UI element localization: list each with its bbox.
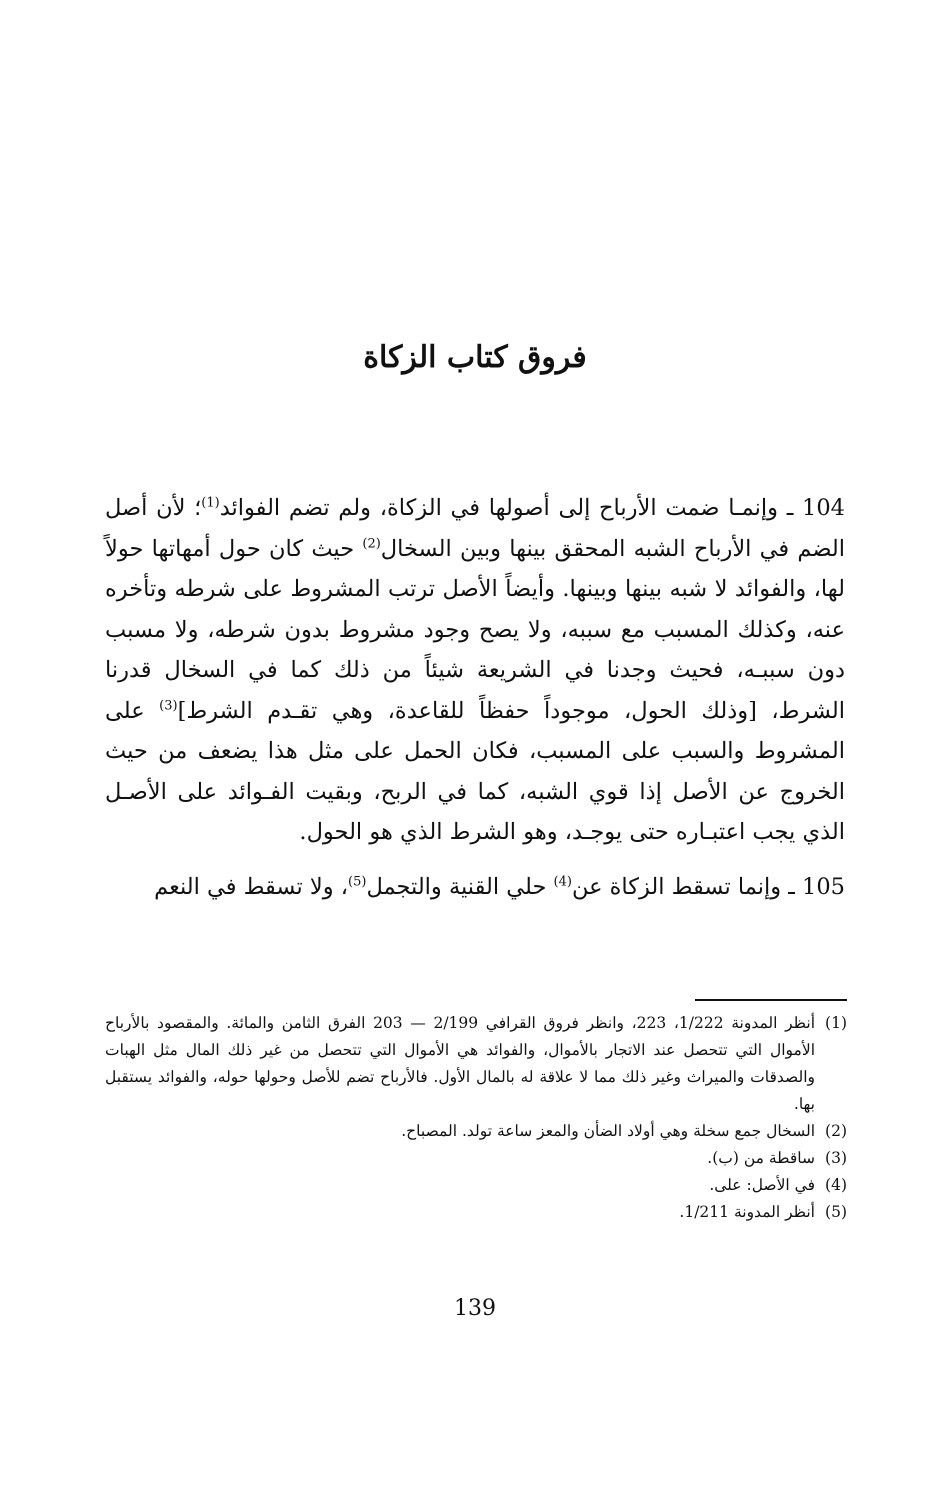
- paragraph-105: [105, 867, 845, 908]
- paragraph-105-part-1: 105 ـ وإنما تسقط الزكاة عن: [571, 873, 845, 900]
- footnote-divider: [695, 999, 847, 1001]
- footnote-3: [105, 1145, 847, 1172]
- footnotes: [105, 1010, 847, 1226]
- footnote-2: [105, 1118, 847, 1145]
- paragraph-104-part-4: على المشروط والسبب على المسبب، فكان الحمل على مثل هذا يضعف من حيث الخروج عن الأصل إذا قوي الشبه، كما في الربح، وبقيت الفـوائد على الأصـل الذي يجب اعتبـاره حتى يوجـد، وهو الشرط الذي هو الحول.: [105, 697, 845, 845]
- paragraph-104-part-3: حيث كان حول أمهاتها حولاً لها، والفوائد لا شبه بينها وبينها. وأيضاً الأصل ترتب المشروط على شرطه وتأخره عنه، وكذلك المسبب مع سببه، ولا يصح وجود مشروط بدون شرطه، ولا مسبب دون سببـه، فحيث وجدنا في الشريعة شيئاً من ذلك كما في السخال قدرنا الشرط، [وذلك الحول، موجوداً حفظاً للقاعدة، وهي تقـدم الشرط]: [105, 535, 846, 724]
- footnote-text: أنظر المدونة 1/222، 223، وانظر فروق القرافي 2/199 — 203 الفرق الثامن والمائة. والمقصود بالأرباح الأموال التي تتحصل عند الاتجار بالأموال، والفوائد هي الأموال التي تتحصل من غير ذلك المال مثل الهبات والصدقات والميراث وغير ذلك مما لا علاقة له بالمال الأول. فالأرباح تضم للأصل وحولها حوله، والفوائد يستقبل بها.: [105, 1014, 816, 1113]
- footnote-ref-3[interactable]: (3): [159, 698, 178, 713]
- footnote-number: (4): [825, 1176, 847, 1194]
- paragraph-104: [105, 488, 845, 853]
- footnote-text: السخال جمع سخلة وهي أولاد الضأن والمعز ساعة تولد. المصباح.: [401, 1122, 815, 1140]
- paragraph-104-part-1: 104 ـ وإنمـا ضمت الأرباح إلى أصولها في الزكاة، ولم تضم الفوائد: [219, 495, 845, 521]
- footnote-text: في الأصل: على.: [709, 1176, 815, 1194]
- footnote-number: (5): [825, 1203, 847, 1221]
- paragraph-104-part-2: ؛ لأن أصل الضم في الأرباح الشبه المحقق بينها وبين السخال: [105, 495, 846, 562]
- footnote-number: (2): [825, 1122, 847, 1140]
- footnote-ref-2[interactable]: (2): [362, 536, 381, 551]
- footnote-text: ساقطة من (ب).: [707, 1149, 815, 1167]
- body-text: [105, 488, 845, 921]
- footnote-1: [105, 1010, 847, 1118]
- paragraph-105-part-2: حلي القنية والتجمل: [366, 873, 554, 900]
- footnote-4: [105, 1172, 847, 1199]
- footnote-ref-4[interactable]: (4): [553, 874, 572, 889]
- page-number: 139: [454, 1296, 496, 1321]
- chapter-title: فروق كتاب الزكاة: [363, 340, 587, 375]
- footnote-ref-5[interactable]: (5): [348, 874, 367, 889]
- paragraph-105-part-3: ، ولا تسقط في النعم: [154, 873, 349, 900]
- footnote-text: أنظر المدونة 1/211.: [679, 1203, 815, 1221]
- footnote-ref-1[interactable]: (1): [201, 495, 220, 511]
- footnote-number: (3): [825, 1149, 847, 1167]
- footnote-number: (1): [825, 1014, 847, 1032]
- footnote-5: [105, 1199, 847, 1226]
